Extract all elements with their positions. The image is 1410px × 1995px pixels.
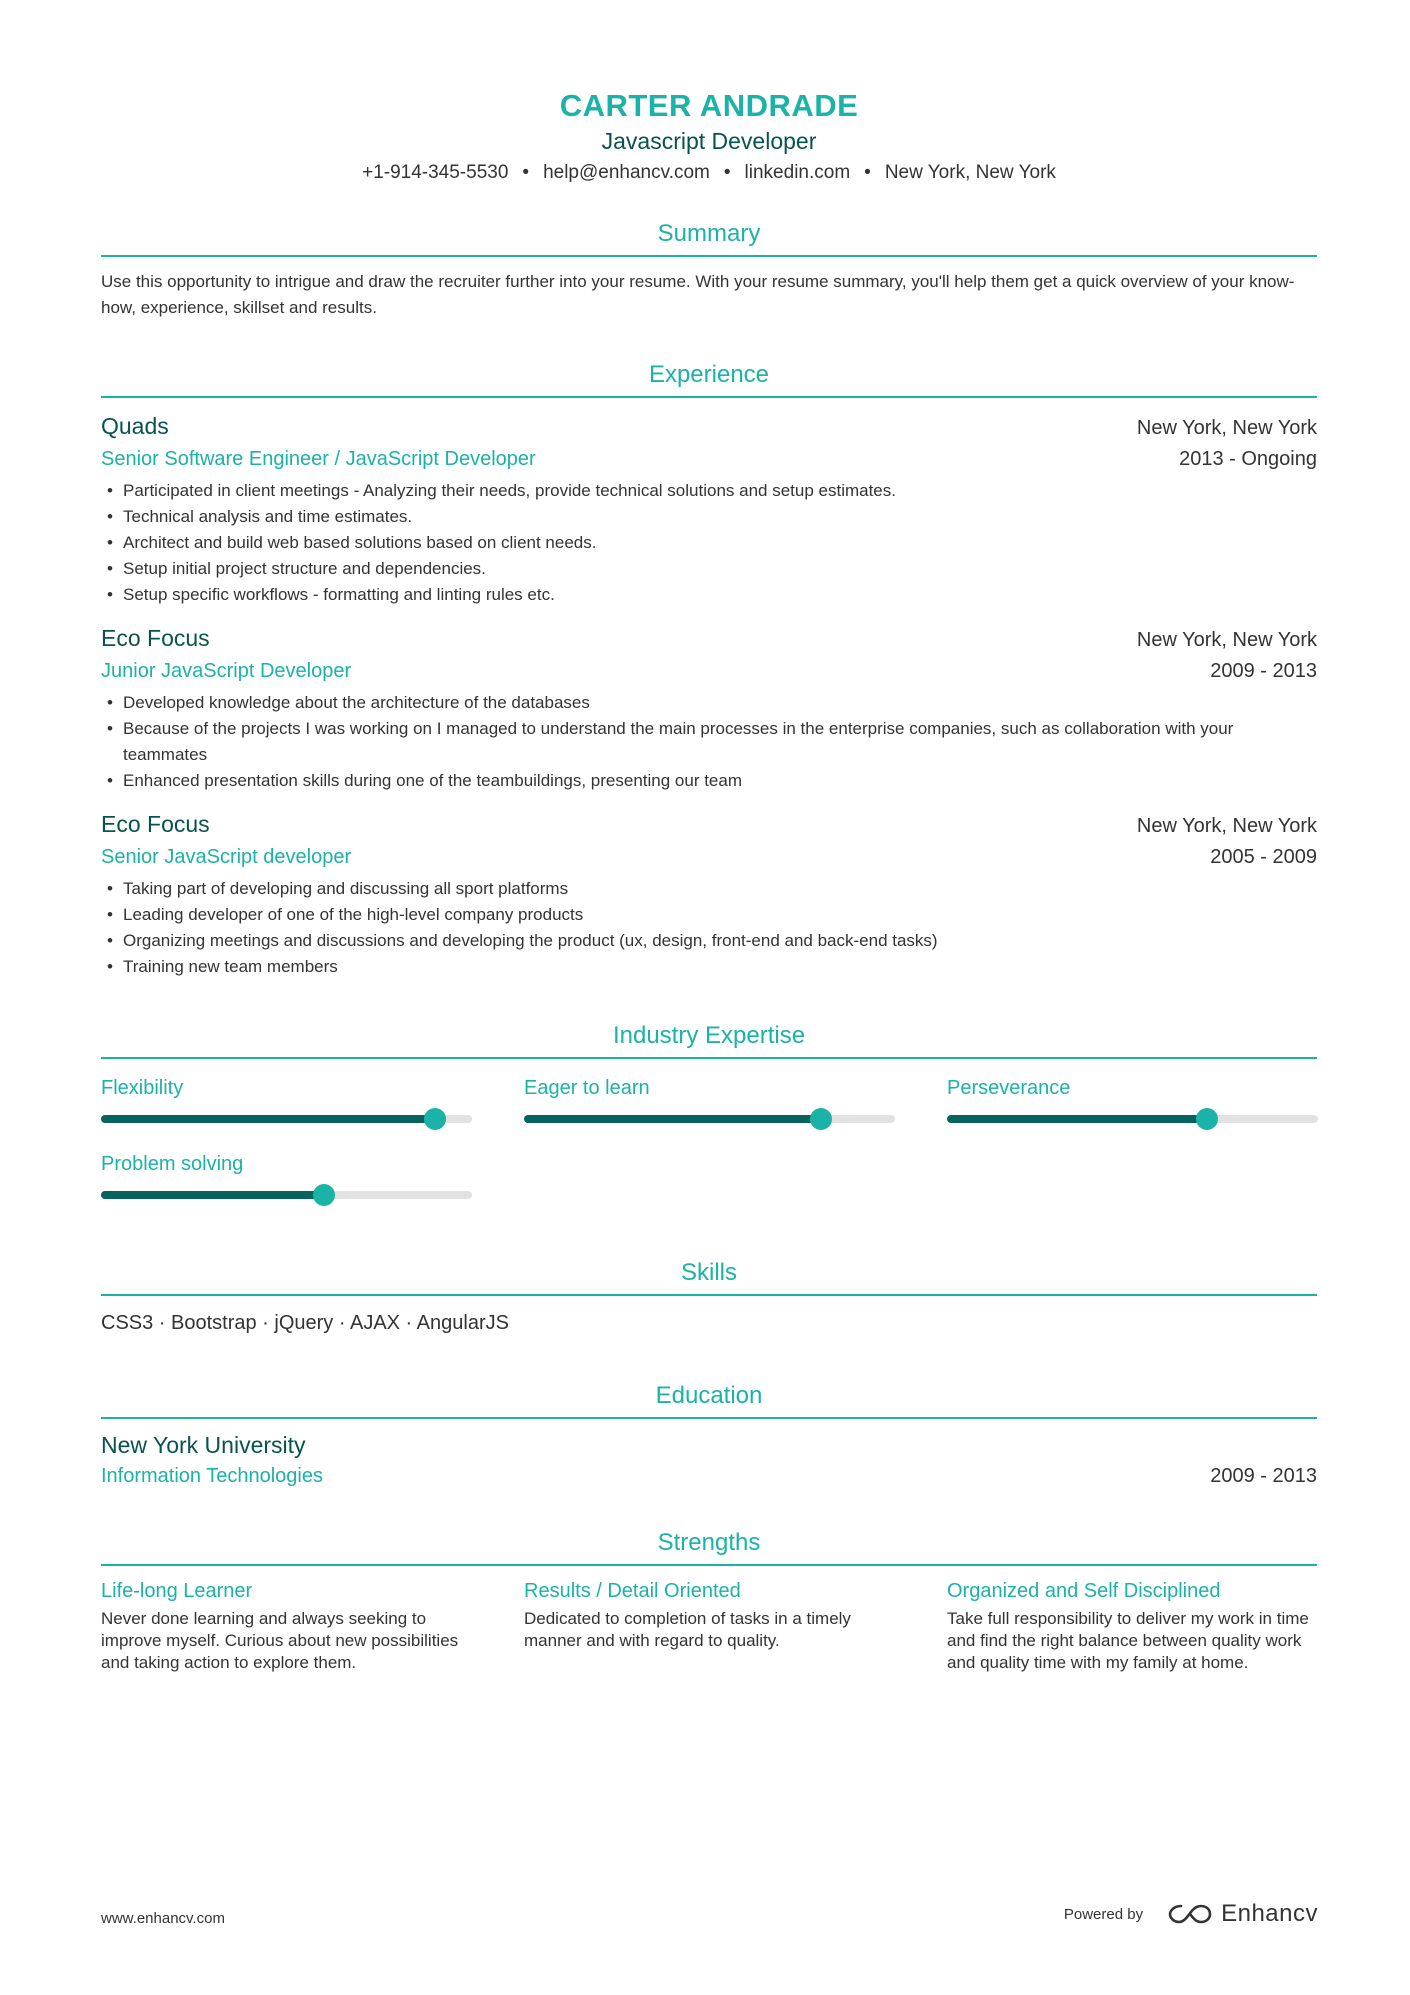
job-bullets [101, 478, 1317, 608]
section-title-strengths: Strengths [101, 1527, 1317, 1566]
resume-header [101, 86, 1317, 188]
expertise-bar-fill [947, 1115, 1207, 1123]
strength-item [101, 1576, 472, 1674]
job-entry [101, 410, 1317, 608]
expertise-item [101, 1073, 472, 1123]
job-dates: 2009 - 2013 [1210, 660, 1317, 682]
experience-section [101, 359, 1317, 980]
company-name: Eco Focus [101, 625, 210, 651]
brand-logo[interactable] [1167, 1900, 1318, 1928]
strength-title: Organized and Self Disciplined [947, 1580, 1221, 1602]
expertise-bar [524, 1115, 895, 1123]
strength-description: Never done learning and always seeking to improve myself. Curious about new possibilities and taking action to explore them. [101, 1609, 459, 1672]
strength-item [524, 1576, 895, 1674]
resume-page [101, 86, 1317, 1674]
job-location: New York, New York [1136, 417, 1317, 439]
job-bullets [101, 876, 1317, 980]
email[interactable]: help@enhancv.com [543, 162, 710, 183]
strength-item [947, 1576, 1318, 1674]
school-name: New York University [101, 1432, 306, 1458]
expertise-bar-fill [101, 1191, 324, 1199]
section-title-summary: Summary [101, 218, 1317, 257]
footer-branding [1064, 1900, 1318, 1928]
expertise-bar-fill [101, 1115, 435, 1123]
expertise-bar-fill [524, 1115, 821, 1123]
skills-list: CSS3 · Bootstrap · jQuery · AJAX · AngularJS [101, 1312, 509, 1334]
bullet-item: • Architect and build web based solutions based on client needs. [101, 530, 1317, 556]
job-location: New York, New York [1136, 815, 1317, 837]
company-name: Quads [101, 413, 169, 439]
bullet-item: • Training new team members [101, 954, 1317, 980]
expertise-grid [101, 1073, 1317, 1199]
education-section [101, 1380, 1317, 1491]
strength-title: Results / Detail Oriented [524, 1580, 741, 1602]
enhancv-logo-icon [1167, 1902, 1213, 1926]
bullet-item: • Setup specific workflows - formatting and linting rules etc. [101, 582, 1317, 608]
expertise-label: Perseverance [947, 1077, 1071, 1099]
footer-website[interactable]: www.enhancv.com [101, 1910, 225, 1927]
expertise-bar-knob [810, 1108, 832, 1130]
company-name: Eco Focus [101, 811, 210, 837]
section-title-education: Education [101, 1380, 1317, 1419]
expertise-label: Problem solving [101, 1153, 244, 1175]
expertise-label: Eager to learn [524, 1077, 650, 1099]
expertise-item [101, 1149, 472, 1199]
location: New York, New York [884, 162, 1056, 183]
separator-dot: • [864, 162, 871, 183]
bullet-item: • Because of the projects I was working on I managed to understand the main processes in the enterprise companies, such as collaboration with your teammates [101, 716, 1317, 768]
strength-description: Dedicated to completion of tasks in a timely manner and with regard to quality. [524, 1609, 851, 1650]
powered-by-label: Powered by [1063, 1905, 1144, 1923]
expertise-bar-knob [313, 1184, 335, 1206]
expertise-item [524, 1073, 895, 1123]
phone: +1-914-345-5530 [362, 162, 509, 183]
job-dates: 2005 - 2009 [1210, 846, 1317, 868]
expertise-bar [101, 1191, 472, 1199]
summary-section [101, 218, 1317, 321]
brand-name: Enhancv [1221, 1900, 1318, 1927]
job-title: Junior JavaScript Developer [101, 660, 352, 682]
expertise-bar-knob [424, 1108, 446, 1130]
expertise-section [101, 1020, 1317, 1199]
job-title: Senior Software Engineer / JavaScript Developer [101, 448, 536, 470]
job-entry [101, 622, 1317, 794]
strengths-section [101, 1527, 1317, 1674]
bullet-item: • Developed knowledge about the architecture of the databases [101, 690, 1317, 716]
strengths-grid [101, 1576, 1317, 1674]
bullet-item: • Participated in client meetings - Analyzing their needs, provide technical solutions and setup estimates. [101, 478, 1317, 504]
bullet-item: • Enhanced presentation skills during one of the teambuildings, presenting our team [101, 768, 1317, 794]
education-dates: 2009 - 2013 [1210, 1465, 1317, 1487]
summary-text: Use this opportunity to intrigue and draw the recruiter further into your resume. With your resume summary, you'll help them get a quick overview of your know-how, experience, skillset and results. [101, 272, 1295, 317]
job-bullets [101, 690, 1317, 794]
section-title-expertise: Industry Expertise [101, 1020, 1317, 1059]
job-dates: 2013 - Ongoing [1179, 448, 1317, 470]
section-title-experience: Experience [101, 359, 1317, 398]
expertise-item [947, 1073, 1318, 1123]
job-title: Senior JavaScript developer [101, 846, 352, 868]
separator-dot: • [723, 162, 731, 183]
expertise-label: Flexibility [101, 1077, 184, 1099]
separator-dot: • [522, 162, 530, 183]
strength-description: Take full responsibility to deliver my work in time and find the right balance between quality work and quality time with my family at home. [947, 1609, 1309, 1672]
expertise-bar [101, 1115, 472, 1123]
bullet-item: • Organizing meetings and discussions and developing the product (ux, design, front-end and back-end tasks) [101, 928, 1317, 954]
bullet-item: • Setup initial project structure and dependencies. [101, 556, 1317, 582]
strength-title: Life-long Learner [101, 1580, 253, 1602]
contact-line [101, 158, 1317, 188]
job-location: New York, New York [1136, 629, 1317, 651]
bullet-item: • Taking part of developing and discussing all sport platforms [101, 876, 1317, 902]
skills-section [101, 1257, 1317, 1338]
candidate-role: Javascript Developer [601, 128, 817, 154]
bullet-item: • Leading developer of one of the high-level company products [101, 902, 1317, 928]
candidate-name: CARTER ANDRADE [559, 88, 859, 123]
degree: Information Technologies [101, 1465, 323, 1487]
job-entry [101, 808, 1317, 980]
bullet-item: • Technical analysis and time estimates. [101, 504, 1317, 530]
section-title-skills: Skills [101, 1257, 1317, 1296]
linkedin-link[interactable]: linkedin.com [744, 162, 851, 183]
expertise-bar [947, 1115, 1318, 1123]
expertise-bar-knob [1196, 1108, 1218, 1130]
